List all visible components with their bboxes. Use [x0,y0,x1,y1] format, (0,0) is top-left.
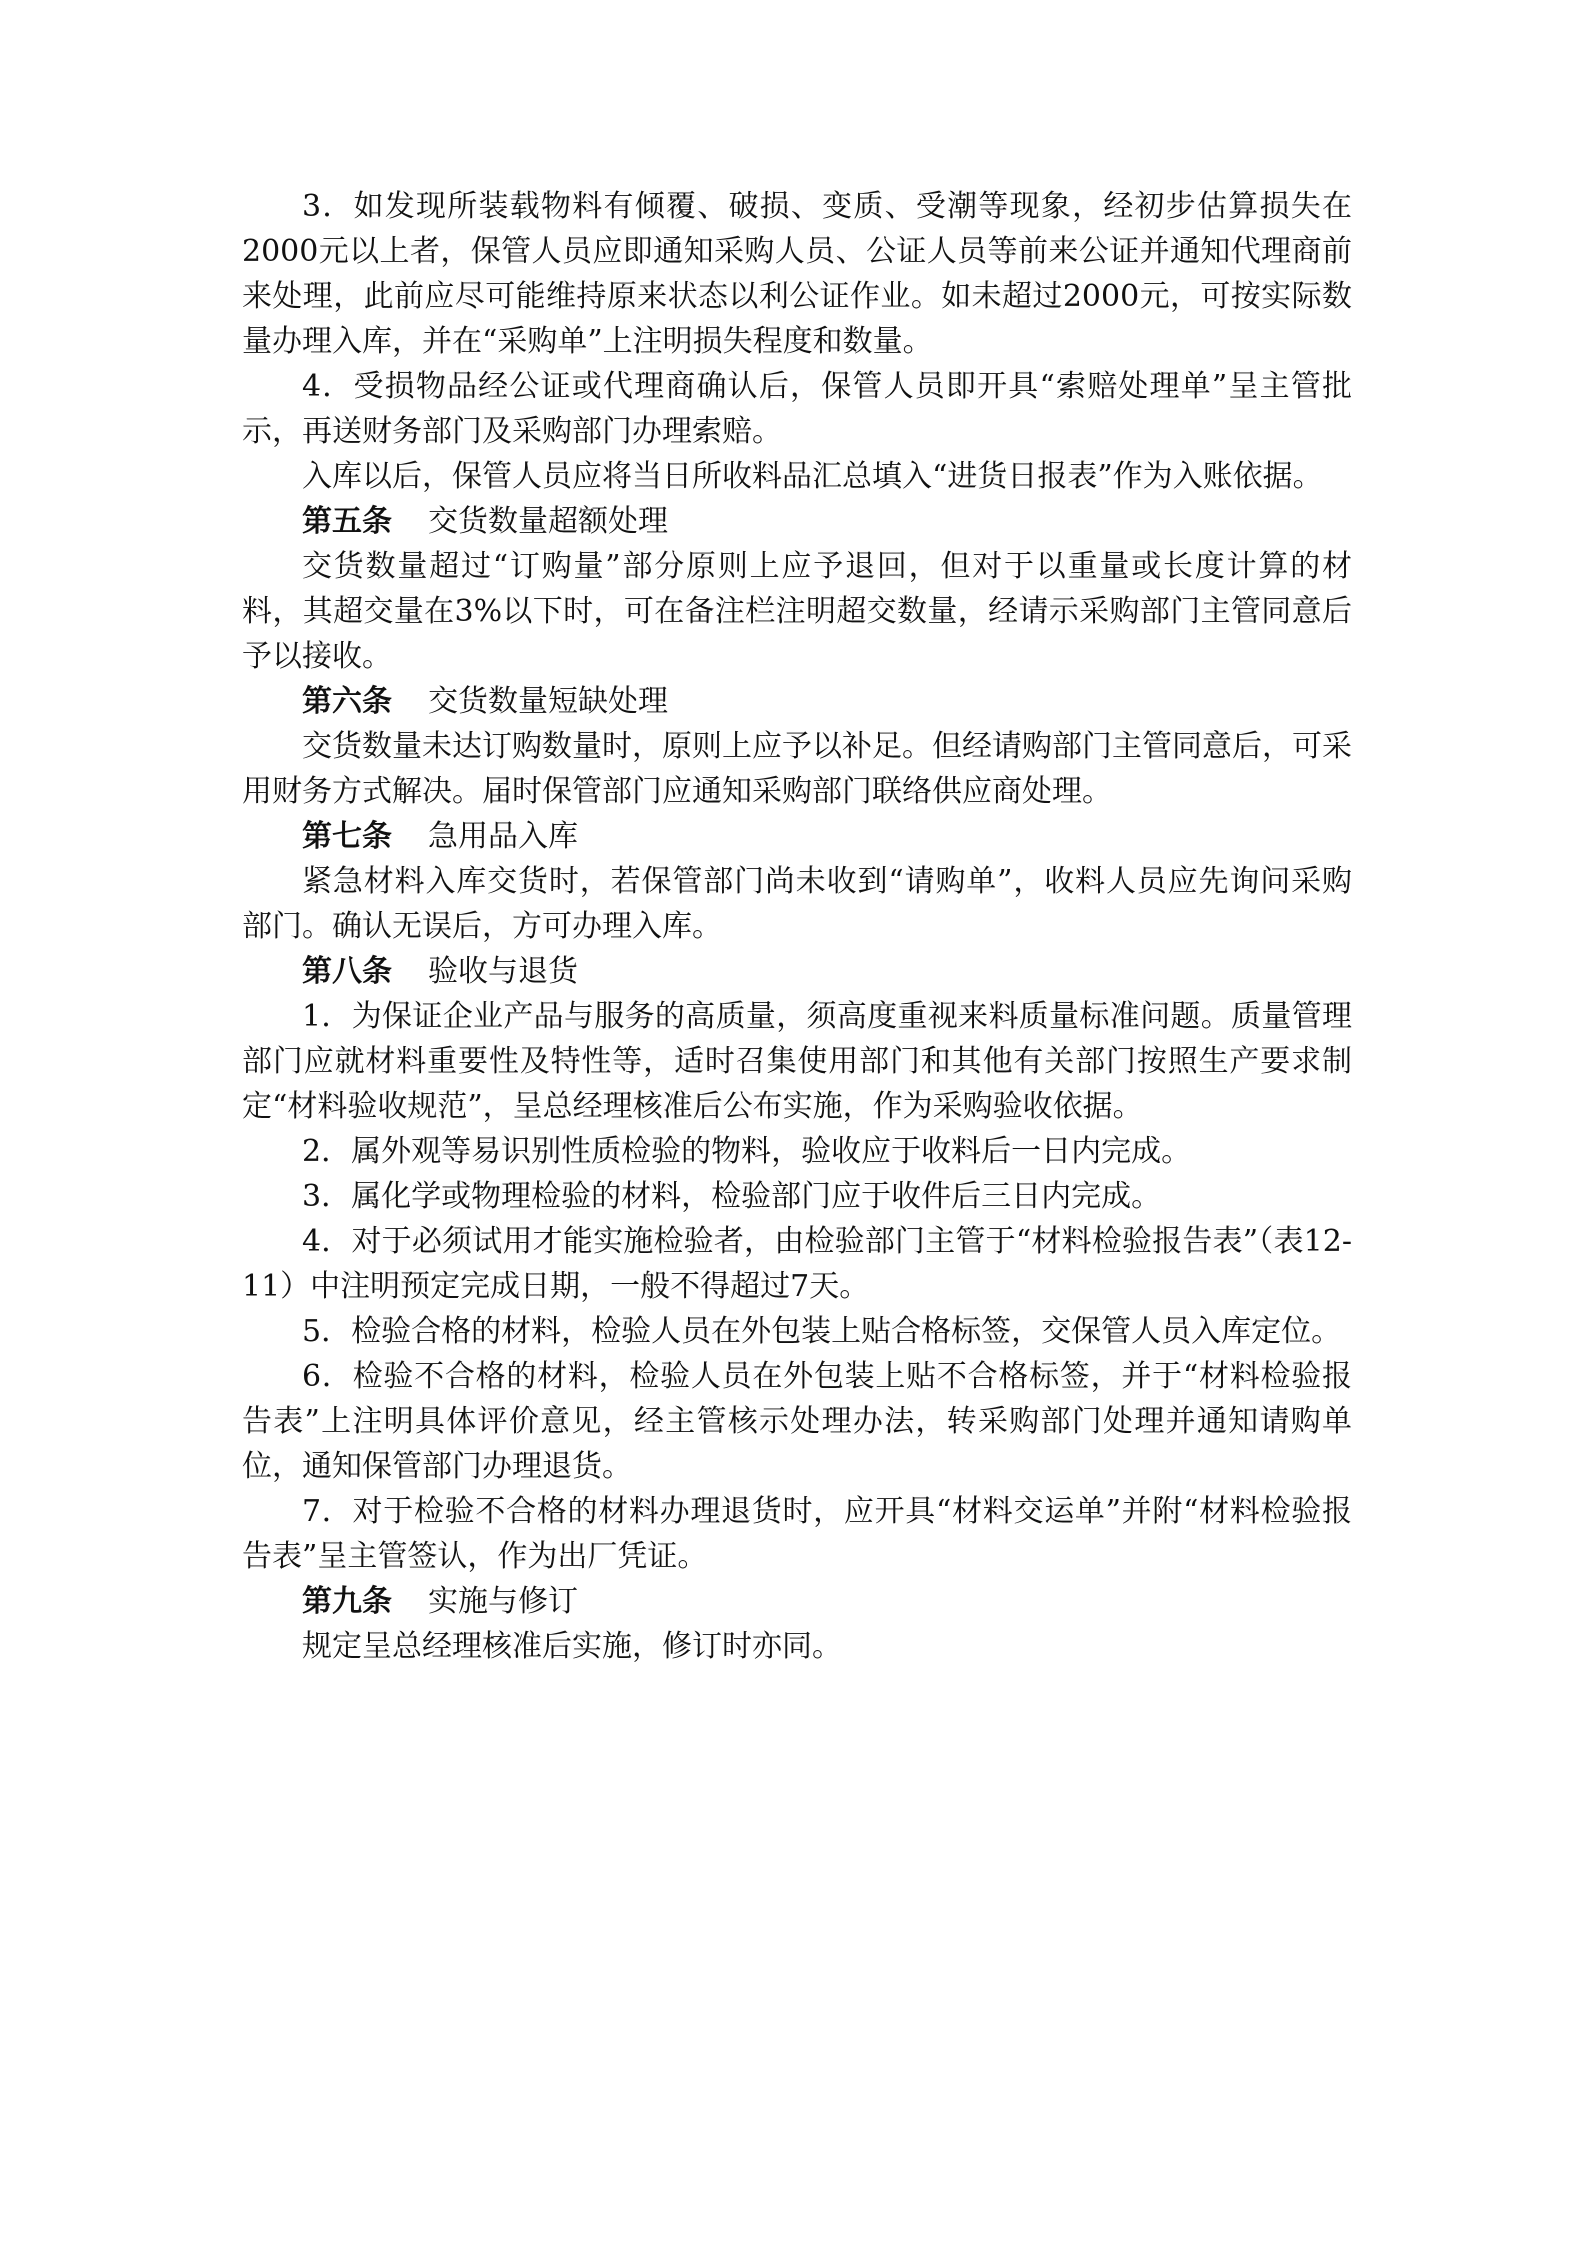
paragraph: 1．为保证企业产品与服务的高质量，须高度重视来料质量标准问题。质量管理部门应就材料重要性及特性等，适时召集使用部门和其他有关部门按照生产要求制定“材料验收规范”，呈总经理核准后公布实施，作为采购验收依据。 [242,999,1352,1124]
paragraph: 交货数量未达订购数量时，原则上应予以补足。但经请购部门主管同意后，可采用财务方式解决。届时保管部门应通知采购部门联络供应商处理。 [242,729,1352,809]
article-heading [242,814,1352,859]
article-title: 实施与修订 [428,1584,578,1619]
paragraph: 2．属外观等易识别性质检验的物料，验收应于收料后一日内完成。 [302,1134,1192,1169]
article-heading [242,1579,1352,1624]
paragraph: 4．对于必须试用才能实施检验者，由检验部门主管于“材料检验报告表”（表12-11）中注明预定完成日期，一般不得超过7天。 [242,1224,1352,1304]
article-heading [242,949,1352,994]
paragraph: 交货数量超过“订购量”部分原则上应予退回，但对于以重量或长度计算的材料，其超交量在3%以下时，可在备注栏注明超交数量，经请示采购部门主管同意后予以接收。 [242,549,1352,674]
paragraph: 3．如发现所装载物料有倾覆、破损、变质、受潮等现象，经初步估算损失在2000元以上者，保管人员应即通知采购人员、公证人员等前来公证并通知代理商前来处理，此前应尽可能维持原来状态以利公证作业。如未超过2000元，可按实际数量办理入库，并在“采购单”上注明损失程度和数量。 [242,189,1352,359]
document-body [242,184,1352,1669]
paragraph: 4．受损物品经公证或代理商确认后，保管人员即开具“索赔处理单”呈主管批示，再送财务部门及采购部门办理索赔。 [242,369,1352,449]
paragraph: 3．属化学或物理检验的材料，检验部门应于收件后三日内完成。 [302,1179,1162,1214]
article-number: 第五条 [302,504,392,539]
article-heading [242,499,1352,544]
article-heading [242,679,1352,724]
article-title: 急用品入库 [428,819,578,854]
article-title: 验收与退货 [428,954,578,989]
paragraph: 6．检验不合格的材料，检验人员在外包装上贴不合格标签，并于“材料检验报告表”上注明具体评价意见，经主管核示处理办法，转采购部门处理并通知请购单位，通知保管部门办理退货。 [242,1359,1352,1484]
article-number: 第九条 [302,1584,392,1619]
article-number: 第七条 [302,819,392,854]
paragraph: 5．检验合格的材料，检验人员在外包装上贴合格标签，交保管人员入库定位。 [302,1314,1342,1349]
paragraph: 规定呈总经理核准后实施，修订时亦同。 [302,1629,842,1664]
article-title: 交货数量超额处理 [428,504,668,539]
paragraph: 7．对于检验不合格的材料办理退货时，应开具“材料交运单”并附“材料检验报告表”呈主管签认，作为出厂凭证。 [242,1494,1352,1574]
paragraph: 紧急材料入库交货时，若保管部门尚未收到“请购单”，收料人员应先询问采购部门。确认无误后，方可办理入库。 [242,864,1352,944]
paragraph: 入库以后，保管人员应将当日所收料品汇总填入“进货日报表”作为入账依据。 [302,459,1323,494]
article-number: 第六条 [302,684,392,719]
article-number: 第八条 [302,954,392,989]
article-title: 交货数量短缺处理 [428,684,668,719]
